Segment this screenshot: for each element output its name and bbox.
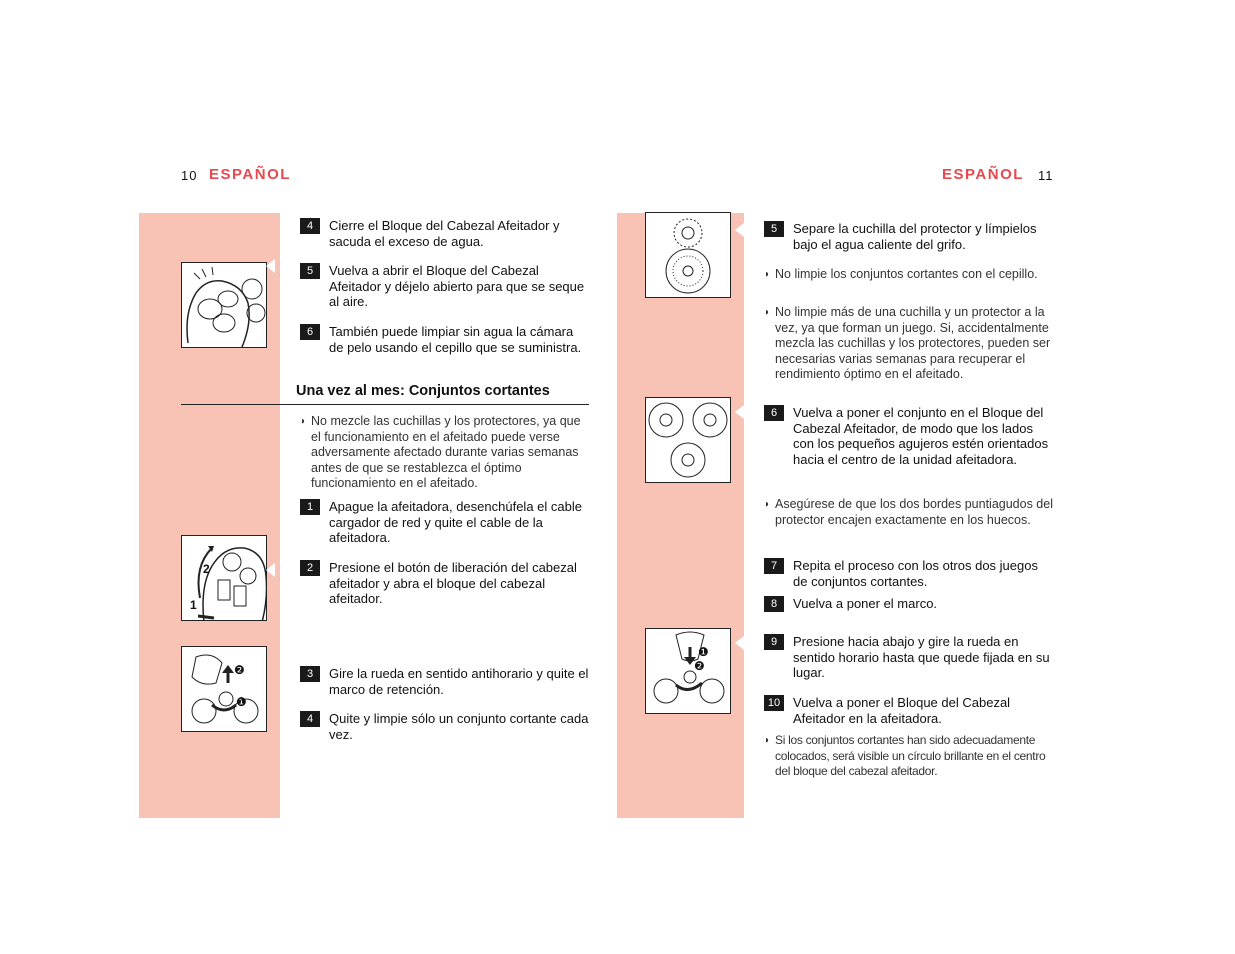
margin-band-right: [617, 213, 744, 818]
step-number: 7: [764, 558, 784, 574]
step-text: Separe la cuchilla del protector y límpielos bajo el agua caliente del grifo.: [793, 221, 1037, 252]
note-text: No limpie más de una cuchilla y un protector a la vez, ya que forman un juego. Si, accidentalmente mezcla las cuchillas y los protectores, pueden ser necesarias varias semanas para recuperar el rendimiento óptimo en el afeitado.: [775, 305, 1051, 381]
note-text: No limpie los conjuntos cortantes con el cepillo.: [775, 267, 1038, 281]
bullet-icon: ◗: [764, 269, 771, 280]
figure-shaver-head-open: [181, 262, 267, 348]
step-number: 9: [764, 634, 784, 650]
step-text: Cierre el Bloque del Cabezal Afeitador y sacuda el exceso de agua.: [329, 218, 560, 249]
figure-three-cutters: [645, 397, 731, 483]
pointer-arrow: [735, 636, 744, 650]
step-number: 5: [300, 263, 320, 279]
pointer-arrow: [266, 259, 275, 273]
bullet-icon: ◗: [764, 307, 771, 318]
language-header-left: ESPAÑOL: [209, 166, 291, 183]
page-number-right: 11: [1038, 168, 1054, 183]
step-text: Apague la afeitadora, desenchúfela el cable cargador de red y quite el cable de la afeitadora.: [329, 499, 582, 545]
step-text: Vuelva a poner el marco.: [793, 596, 938, 611]
section-divider: [181, 404, 589, 405]
step-number: 3: [300, 666, 320, 682]
step-text: Presione el botón de liberación del cabezal afeitador y abra el bloque del cabezal afeitador.: [329, 560, 577, 606]
bullet-icon: ◗: [764, 499, 771, 510]
pointer-arrow: [735, 405, 744, 419]
step-number: 8: [764, 596, 784, 612]
section-heading: Una vez al mes: Conjuntos cortantes: [296, 383, 550, 399]
figure-label-1: 1: [190, 598, 197, 612]
pointer-arrow: [735, 223, 744, 237]
figure-label-2: 2: [203, 562, 210, 576]
figure-rotate-wheel: [181, 646, 267, 732]
step-number: 2: [300, 560, 320, 576]
language-header-right: ESPAÑOL: [942, 166, 1024, 183]
pointer-arrow: [266, 563, 275, 577]
figure-label-1: ❶: [698, 645, 709, 659]
figure-label-2: ❷: [234, 663, 245, 677]
step-text: Gire la rueda en sentido antihorario y quite el marco de retención.: [329, 666, 589, 697]
step-text: Presione hacia abajo y gire la rueda en sentido horario hasta que quede fijada en su lugar.: [793, 634, 1050, 680]
step-text: Vuelva a poner el Bloque del Cabezal Afeitador en la afeitadora.: [793, 695, 1011, 726]
figure-cutter-guard: [645, 212, 731, 298]
note-text: No mezcle las cuchillas y los protectores, ya que el funcionamiento en el afeitado puede verse adversamente afectado durante varias semanas antes de que se restablezca el óptimo funcionamiento en el afeitado.: [311, 414, 581, 490]
step-number: 6: [300, 324, 320, 340]
step-text: También puede limpiar sin agua la cámara de pelo usando el cepillo que se suministra.: [329, 324, 582, 355]
step-number: 4: [300, 711, 320, 727]
step-number: 5: [764, 221, 784, 237]
step-number: 4: [300, 218, 320, 234]
page-number-left: 10: [181, 168, 198, 183]
bullet-icon: ◗: [300, 416, 307, 427]
figure-label-1: ❶: [236, 695, 247, 709]
step-number: 1: [300, 499, 320, 515]
step-text: Quite y limpie sólo un conjunto cortante cada vez.: [329, 711, 589, 742]
note-text: Asegúrese de que los dos bordes puntiagudos del protector encajen exactamente en los huecos.: [775, 497, 1053, 527]
step-text: Repita el proceso con los otros dos juegos de conjuntos cortantes.: [793, 558, 1038, 589]
figure-open-head-release: [181, 535, 267, 621]
step-number: 10: [764, 695, 784, 711]
step-text: Vuelva a abrir el Bloque del Cabezal Afeitador y déjelo abierto para que se seque al aire.: [329, 263, 585, 309]
step-number: 6: [764, 405, 784, 421]
note-text: Si los conjuntos cortantes han sido adecuadamente colocados, será visible un círculo brillante en el centro del bloque del cabezal afeitador.: [775, 733, 1046, 778]
figure-label-2: ❷: [694, 659, 705, 673]
figure-press-rotate: [645, 628, 731, 714]
bullet-icon: ◗: [764, 735, 770, 746]
step-text: Vuelva a poner el conjunto en el Bloque del Cabezal Afeitador, de modo que los lados con los pequeños agujeros estén orientados hacia el centro de la unidad afeitadora.: [793, 405, 1049, 467]
